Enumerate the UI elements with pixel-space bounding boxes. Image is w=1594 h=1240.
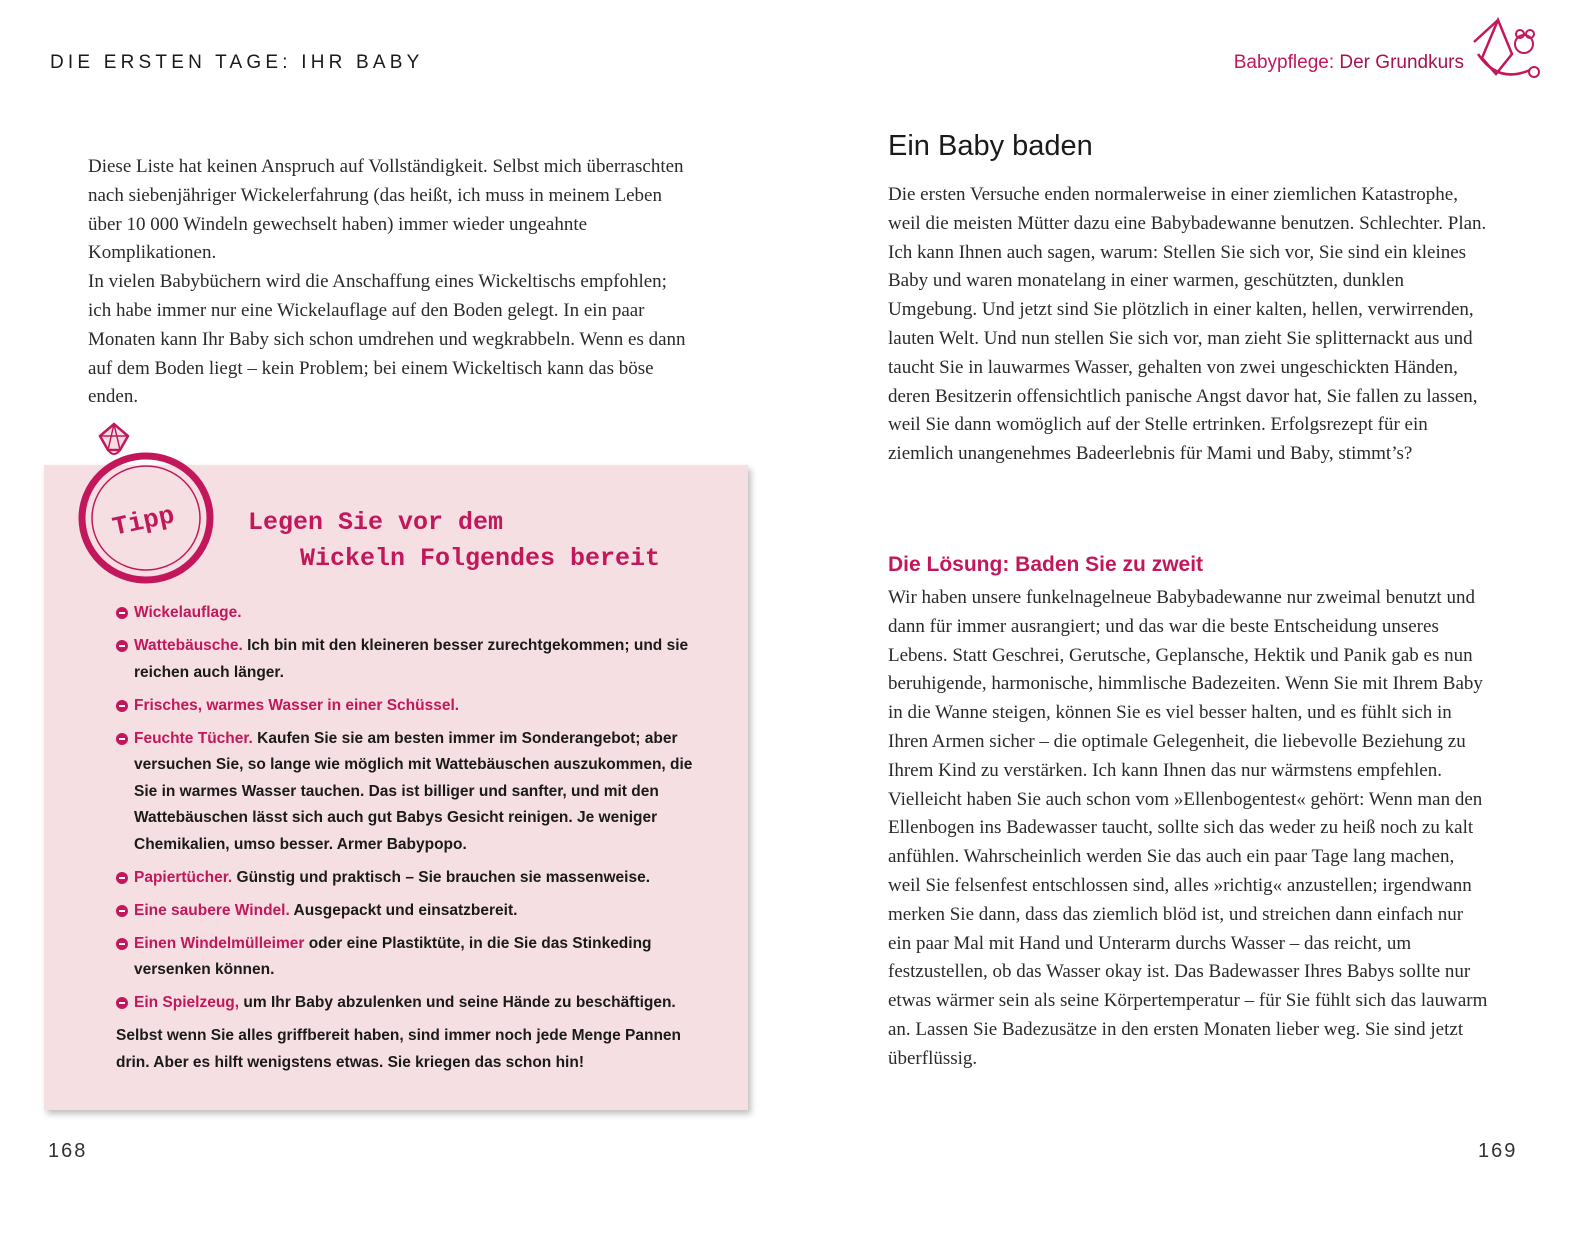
item-text: um Ihr Baby abzulenken und seine Hände zu beschäftigen. xyxy=(239,994,676,1011)
right-body-text xyxy=(888,181,1488,469)
running-header-left: DIE ERSTEN TAGE: IHR BABY xyxy=(50,52,424,73)
minus-bullet-icon xyxy=(116,607,128,619)
item-highlight: Einen Windelmülleimer xyxy=(134,934,305,952)
item-highlight: Frisches, warmes Wasser in einer Schüssel. xyxy=(134,696,460,714)
right-body-text-2 xyxy=(888,584,1488,1074)
minus-bullet-icon xyxy=(116,905,128,917)
tip-badge: Tipp xyxy=(109,500,178,543)
list-item xyxy=(116,726,716,859)
right-paragraph: Vielleicht haben Sie auch schon vom »Ellenbogentest« gehört: Wenn man den Ellenbogen ins Badewasser taucht, sollte sich das weder zu heiß noch zu kalt anfühlen. Wahrscheinlich werden Sie das auch ein paar Tage lang machen, weil Sie felsenfest entschlossen sind, alles »richtig« anzustellen; irgendwann merken Sie dann, dass das ziemlich blöd ist, und streichen dann einfach nur ein paar Mal mit Hand und Unterarm durchs Wasser – das reicht, um festzustellen, ob das Wasser okay ist. Das Badewasser Ihres Babys sollte nur etwas wärmer sein als seine Körpertemperatur – für Sie fühlt sich das lauwarm an. Lassen Sie Badezusätze in den ersten Monaten lieber weg. Sie sind jetzt überflüssig. xyxy=(888,788,1488,1069)
running-header-prefix: Babypflege: xyxy=(1233,52,1335,73)
item-highlight: Papiertücher. xyxy=(134,868,233,886)
subheading: Die Lösung: Baden Sie zu zweit xyxy=(888,553,1204,576)
minus-bullet-icon xyxy=(116,700,128,712)
list-item xyxy=(116,633,716,686)
tip-footer: Selbst wenn Sie alles griffbereit haben, sind immer noch jede Menge Pannen drin. Aber es hilft wenigstens etwas. Sie kriegen das schon hin! xyxy=(116,1027,682,1071)
item-text: Kaufen Sie sie am besten immer im Sonderangebot; aber versuchen Sie, so lange wie möglich mit Wattebäuschen auszukommen, die Sie in warmes Wasser tauchen. Das ist billiger und sanfter, und mit den Wattebäuschen lässt sich auch gut Babys Gesicht reinigen. Je weniger Chemikalien, umso besser. Armer Babypopo. xyxy=(134,729,693,853)
item-highlight: Ein Spielzeug, xyxy=(134,994,240,1011)
item-highlight: Feuchte Tücher. xyxy=(134,729,253,747)
list-item xyxy=(116,600,716,627)
list-item xyxy=(116,865,716,892)
minus-bullet-icon xyxy=(116,640,128,652)
left-paragraph: Diese Liste hat keinen Anspruch auf Vollständigkeit. Selbst mich überraschten nach siebenjähriger Wickelerfahrung (das heißt, ich muss in meinem Leben über 10 000 Windeln gewechselt haben) immer wieder ungeahnte Komplikationen. xyxy=(88,156,684,264)
list-item xyxy=(116,898,716,925)
list-item xyxy=(116,693,716,720)
item-text: Ich bin mit den kleineren besser zurechtgekommen; und sie reichen auch länger. xyxy=(134,637,689,681)
running-header-title: Der Grundkurs xyxy=(1339,52,1464,73)
baby-sling-logo-icon xyxy=(1468,14,1546,86)
running-header-right xyxy=(1234,52,1464,74)
list-item xyxy=(116,990,716,1017)
left-paragraph: In vielen Babybüchern wird die Anschaffung eines Wickeltischs empfohlen; ich habe immer nur eine Wickelauflage auf den Boden gelegt. In ein paar Monaten kann Ihr Baby sich schon umdrehen und wegkrabbeln. Wenn es dann auf dem Boden liegt – kein Problem; bei einem Wickeltisch kann das böse enden. xyxy=(88,271,686,408)
right-paragraph: Wir haben unsere funkelnagelneue Babybadewanne nur zweimal benutzt und dann für immer ausrangiert; und das war die beste Entscheidung unseres Lebens. Statt Geschrei, Gerutsche, Geplansche, Hektik und Panik gab es nun beruhigende, harmonische, himmlische Badezeiten. Wenn Sie mit Ihrem Baby in die Wanne steigen, können Sie es viel besser halten, und es fühlt sich in Ihren Armen sicher – die optimale Gelegenheit, die liebevolle Beziehung zu Ihrem Kind zu verstärken. Ich kann Ihnen das nur wärmstens empfehlen. xyxy=(888,587,1483,781)
page-number-left: 168 xyxy=(48,1140,88,1162)
section-title: Ein Baby baden xyxy=(888,130,1093,162)
minus-bullet-icon xyxy=(116,872,128,884)
tip-list xyxy=(116,600,716,1076)
item-text: oder eine Plastiktüte, in die Sie das Stinkeding versenken können. xyxy=(134,934,652,978)
tip-heading xyxy=(248,505,660,577)
minus-bullet-icon xyxy=(116,997,128,1009)
item-highlight: Wattebäusche. xyxy=(134,637,243,654)
minus-bullet-icon xyxy=(116,938,128,950)
minus-bullet-icon xyxy=(116,733,128,745)
item-text: Günstig und praktisch – Sie brauchen sie massenweise. xyxy=(232,868,650,886)
tip-heading-line: Wickeln Folgendes bereit xyxy=(300,544,661,573)
item-highlight: Eine saubere Windel. xyxy=(134,901,290,919)
list-item xyxy=(116,931,716,984)
tip-heading-line: Legen Sie vor dem xyxy=(248,508,504,537)
page-number-right: 169 xyxy=(1478,1140,1518,1162)
right-paragraph: Die ersten Versuche enden normalerweise in einer ziemlichen Katastrophe, weil die meisten Mütter dazu eine Babybadewanne benutzen. Schlechter. Plan. xyxy=(888,184,1487,234)
item-highlight: Wickelauflage. xyxy=(134,604,242,621)
left-body-text xyxy=(88,153,688,412)
ring-icon xyxy=(76,420,224,588)
right-paragraph: Ich kann Ihnen auch sagen, warum: Stellen Sie sich vor, Sie sind ein kleines Baby und waren monatelang in einer warmen, geschützten, dunklen Umgebung. Und jetzt sind Sie plötzlich in einer kalten, hellen, verwirrenden, lauten Welt. Und nun stellen Sie sich vor, man zieht Sie splitternackt aus und taucht Sie in lauwarmes Wasser, gehalten von zwei ungeschickten Händen, deren Besitzerin offensichtlich panische Angst davor hat, Sie fallen zu lassen, weil Sie dann womöglich auf der Stelle ertrinken. Erfolgsrezept für ein ziemlich unangenehmes Badeerlebnis für Mami und Baby, stimmt’s? xyxy=(888,241,1478,465)
item-text: Ausgepackt und einsatzbereit. xyxy=(289,901,518,919)
